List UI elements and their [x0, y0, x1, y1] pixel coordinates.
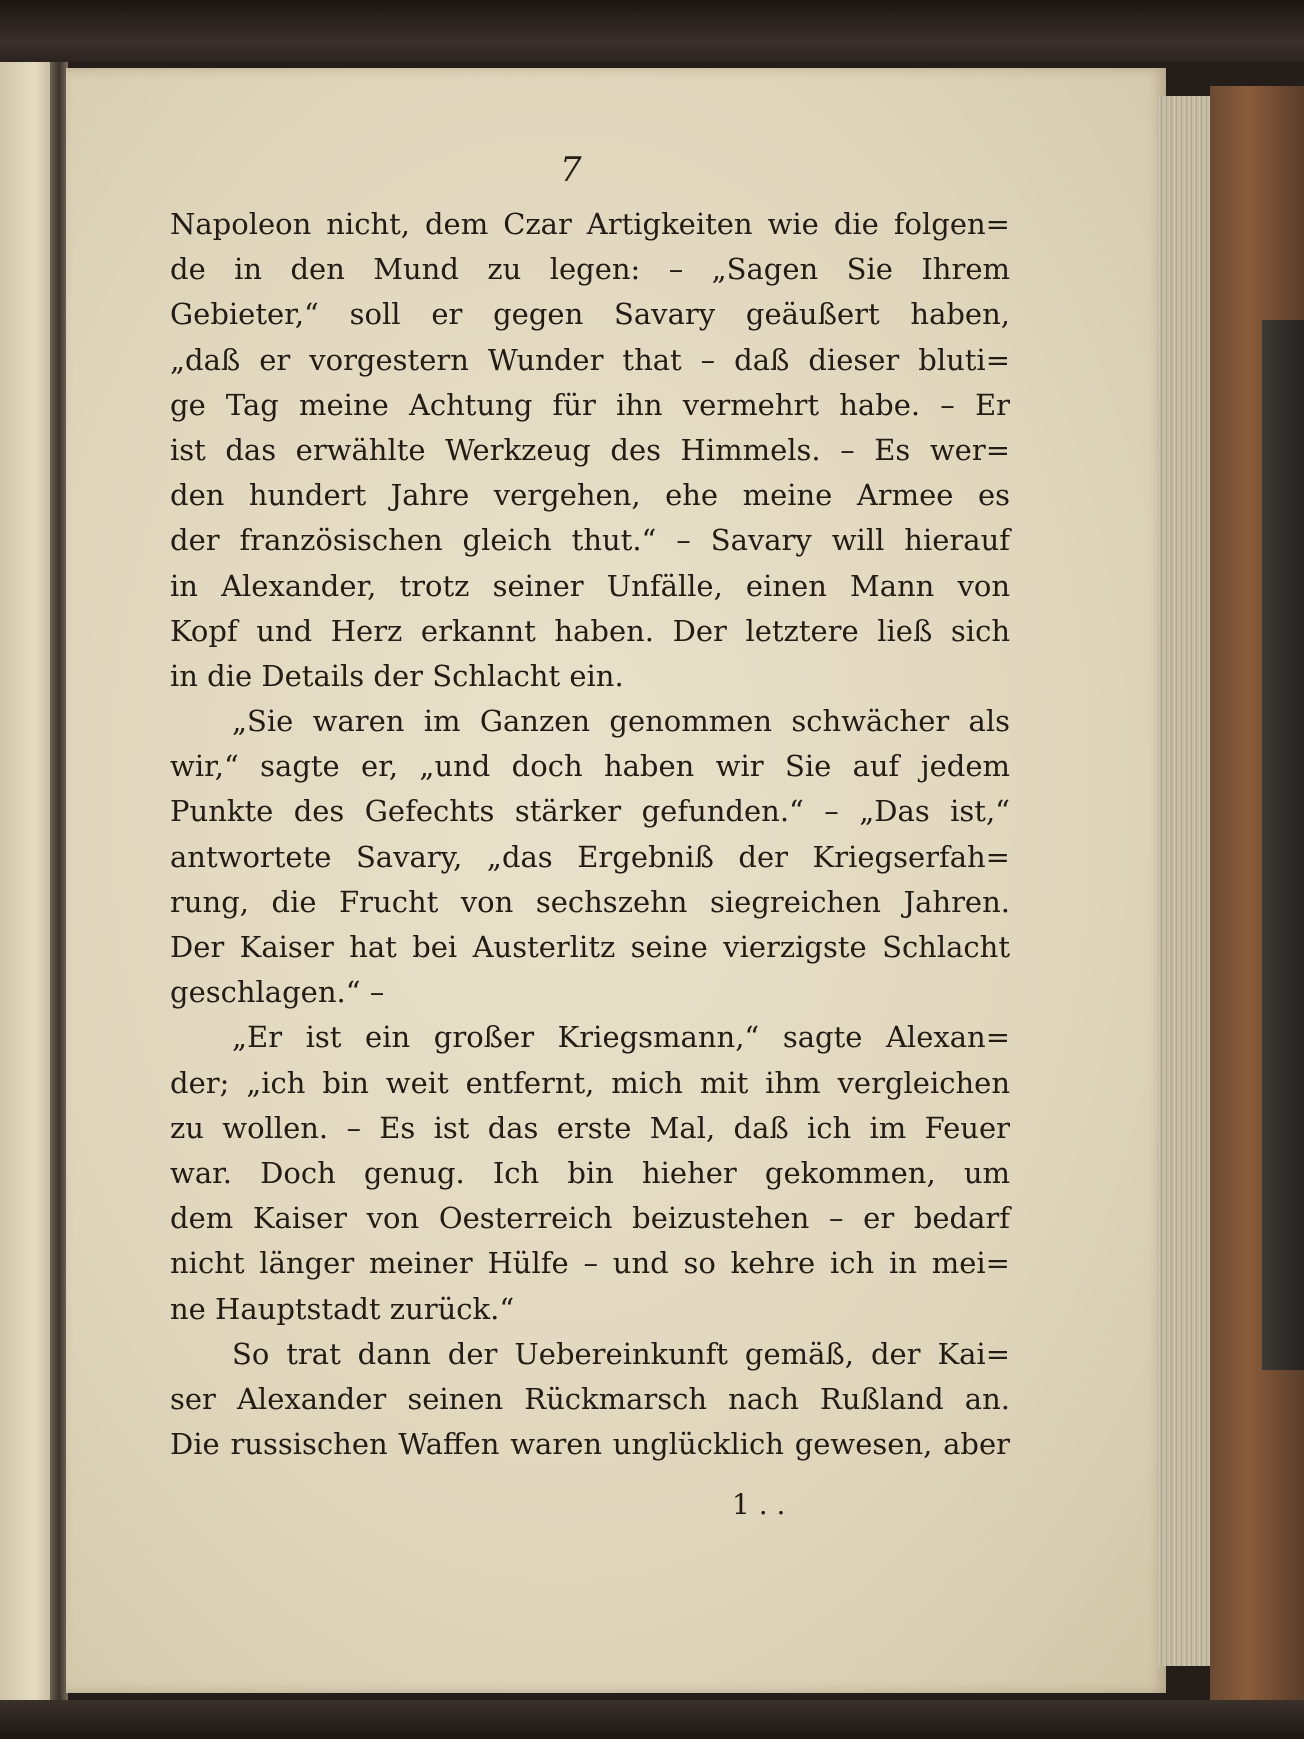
- text-line: wir,“ sagte er, „und doch haben wir Sie auf jedem: [170, 749, 1010, 784]
- text-line: in die Details der Schlacht ein.: [170, 658, 624, 693]
- text-line: geschlagen.“ –: [170, 975, 385, 1010]
- text-line: „daß er vorgestern Wunder that – daß dieser bluti=: [170, 342, 1010, 377]
- body-text: [170, 202, 1010, 1467]
- text-line: zu wollen. – Es ist das erste Mal, daß ich im Feuer: [170, 1110, 1010, 1145]
- text-line: ne Hauptstadt zurück.“: [170, 1291, 515, 1326]
- text-line: Der Kaiser hat bei Austerlitz seine vierzigste Schlacht: [170, 930, 1010, 964]
- text-line: Napoleon nicht, dem Czar Artigkeiten wie die folgen=: [170, 207, 1010, 241]
- catchword: 1 . .: [732, 1488, 786, 1521]
- text-line: Kopf und Herz erkannt haben. Der letztere ließ sich: [170, 613, 1010, 648]
- text-line: „Er ist ein großer Kriegsmann,“ sagte Alexan=: [232, 1020, 1010, 1055]
- text-line: Die russischen Waffen waren unglücklich gewesen, aber: [170, 1427, 1010, 1462]
- text-line: nicht länger meiner Hülfe – und so kehre ich in mei=: [170, 1246, 1010, 1281]
- text-line: den hundert Jahre vergehen, ehe meine Armee es: [170, 478, 1010, 513]
- text-line: ge Tag meine Achtung für ihn vermehrt habe. – Er: [170, 387, 1010, 422]
- text-line: Punkte des Gefechts stärker gefunden.“ – „Das ist,“: [170, 794, 1010, 829]
- text-line: der; „ich bin weit entfernt, mich mit ihm vergleichen: [170, 1065, 1010, 1100]
- text-line: de in den Mund zu legen: – „Sagen Sie Ihrem: [170, 252, 1010, 287]
- text-line: dem Kaiser von Oesterreich beizustehen – er bedarf: [170, 1201, 1010, 1236]
- text-line: Gebieter,“ soll er gegen Savary geäußert haben,: [170, 297, 1010, 332]
- text-line: war. Doch genug. Ich bin hieher gekommen, um: [170, 1155, 1010, 1190]
- text-line: ser Alexander seinen Rückmarsch nach Rußland an.: [170, 1381, 1010, 1416]
- book-cover-top-edge: [0, 0, 1304, 62]
- book-spine-shadow: [1262, 320, 1304, 1370]
- text-line: der französischen gleich thut.“ – Savary will hierauf: [170, 523, 1010, 558]
- text-line: rung, die Frucht von sechszehn siegreichen Jahren.: [170, 884, 1010, 919]
- text-line: antwortete Savary, „das Ergebniß der Kriegserfah=: [170, 839, 1010, 874]
- book-cover-bottom-edge: [0, 1700, 1304, 1739]
- page-block-edge: [1158, 96, 1210, 1666]
- text-line: So trat dann der Uebereinkunft gemäß, der Kai=: [232, 1336, 1010, 1371]
- page-number: 7: [560, 150, 582, 190]
- text-line: „Sie waren im Ganzen genommen schwächer als: [232, 704, 1010, 739]
- text-line: in Alexander, trotz seiner Unfälle, einen Mann von: [170, 568, 1010, 603]
- text-line: ist das erwählte Werkzeug des Himmels. – Es wer=: [170, 432, 1010, 467]
